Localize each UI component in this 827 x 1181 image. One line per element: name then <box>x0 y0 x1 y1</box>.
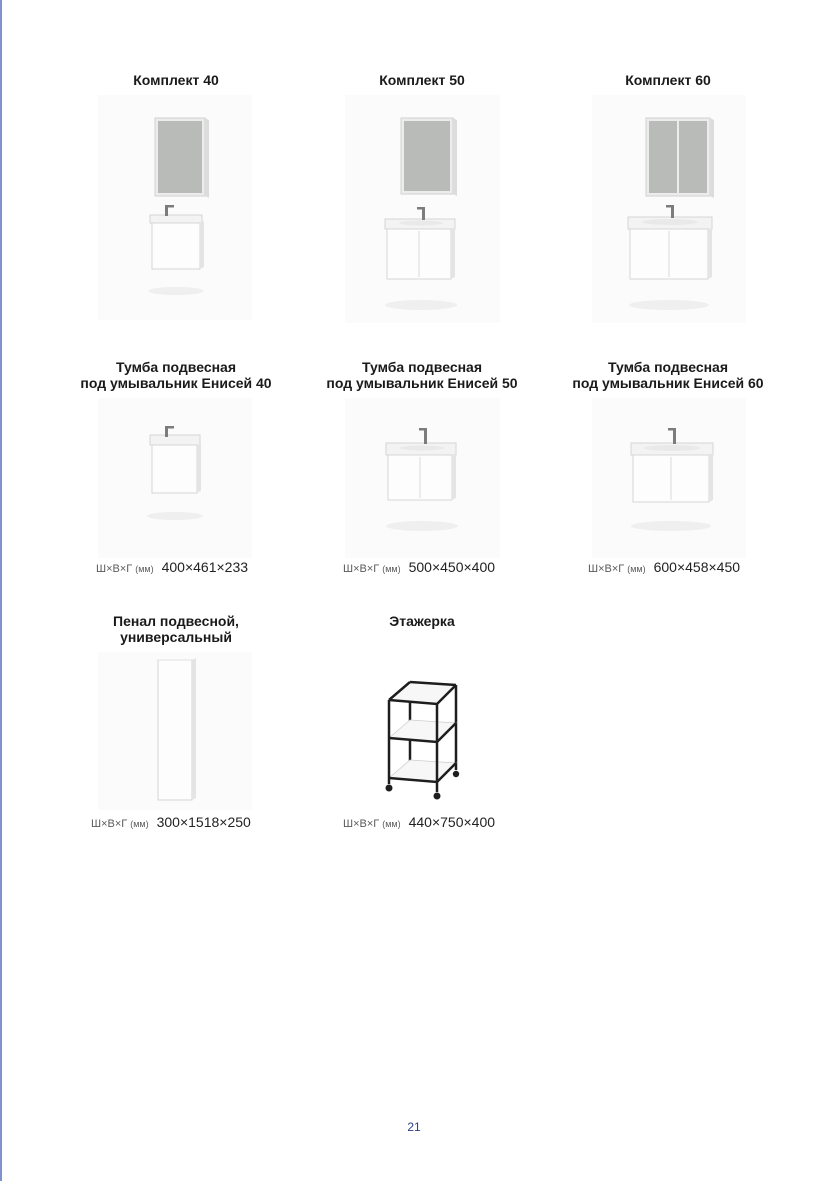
vanity-50-image <box>345 398 500 558</box>
shelf-trolley-icon <box>368 670 478 810</box>
etagere-dimensions <box>343 814 495 830</box>
mirror-cabinet-and-vanity-icon <box>345 95 500 323</box>
vanity-60-image <box>592 398 746 558</box>
vanity-60-title-line2: под умывальник Енисей 60 <box>572 375 764 391</box>
pencil-case-title-line2: универсальный <box>120 629 232 645</box>
etagere-image <box>368 670 478 810</box>
vanity <box>628 217 712 279</box>
dimensions-value: 600×458×450 <box>653 559 741 575</box>
faucet <box>417 207 425 220</box>
dimensions-label: Ш×В×Г <box>91 818 128 830</box>
tall-cabinet <box>158 658 196 800</box>
mirror-cabinet <box>401 118 457 196</box>
vanity-with-sink-icon <box>98 398 252 558</box>
vanity <box>385 219 455 279</box>
kit-40-title: Комплект 40 <box>133 72 219 88</box>
dimensions-label: Ш×В×Г <box>343 818 380 830</box>
kit-50-title: Комплект 50 <box>379 72 465 88</box>
dimensions-value: 440×750×400 <box>408 814 496 830</box>
kit-50-image <box>345 95 500 323</box>
pencil-case-image <box>98 652 252 810</box>
faucet <box>165 205 174 216</box>
dimensions-label: Ш×В×Г <box>343 563 380 575</box>
dimensions-unit: (мм) <box>382 819 401 829</box>
etagere-title: Этажерка <box>389 613 455 629</box>
faucet <box>668 428 676 444</box>
dimensions-label: Ш×В×Г <box>96 563 133 575</box>
dimensions-unit: (мм) <box>627 564 646 574</box>
vanity-50-title-line1: Тумба подвесная <box>361 359 483 375</box>
dimensions-unit: (мм) <box>130 819 149 829</box>
vanity-50-title-line2: под умывальник Енисей 50 <box>326 375 518 391</box>
kit-60-title: Комплект 60 <box>625 72 711 88</box>
pencil-case-dimensions <box>91 814 251 830</box>
vanity-40-dimensions <box>96 559 248 575</box>
vanity-60-dimensions <box>588 559 740 575</box>
vanity-with-sink-icon <box>345 398 500 558</box>
vanity-40-image <box>98 398 252 558</box>
vanity-40-title-line2: под умывальник Енисей 40 <box>80 375 272 391</box>
kit-40-image <box>98 95 252 320</box>
vanity-with-sink-icon <box>592 398 746 558</box>
dimensions-value: 300×1518×250 <box>156 814 251 830</box>
mirror-cabinet-and-vanity-icon <box>98 95 252 320</box>
tall-cabinet-icon <box>98 652 252 810</box>
dimensions-unit: (мм) <box>135 564 154 574</box>
vanity-60-title-line1: Тумба подвесная <box>607 359 729 375</box>
dimensions-value: 500×450×400 <box>408 559 496 575</box>
vanity <box>386 443 456 500</box>
page-edge-line <box>0 0 2 1181</box>
vanity <box>631 443 713 502</box>
mirror-cabinet <box>155 118 209 198</box>
mirror-cabinet-and-vanity-icon <box>592 95 746 323</box>
faucet <box>419 428 427 444</box>
pencil-case-title-line1: Пенал подвесной, <box>113 613 239 629</box>
dimensions-label: Ш×В×Г <box>588 563 625 575</box>
kit-60-image <box>592 95 746 323</box>
dimensions-value: 400×461×233 <box>161 559 249 575</box>
mirror-cabinet <box>646 118 714 198</box>
dimensions-unit: (мм) <box>382 564 401 574</box>
vanity-40-title-line1: Тумба подвесная <box>115 359 237 375</box>
faucet <box>666 205 674 218</box>
page-number: 21 <box>407 1120 421 1134</box>
vanity-50-dimensions <box>343 559 495 575</box>
vanity <box>150 215 204 269</box>
vanity <box>150 435 201 493</box>
